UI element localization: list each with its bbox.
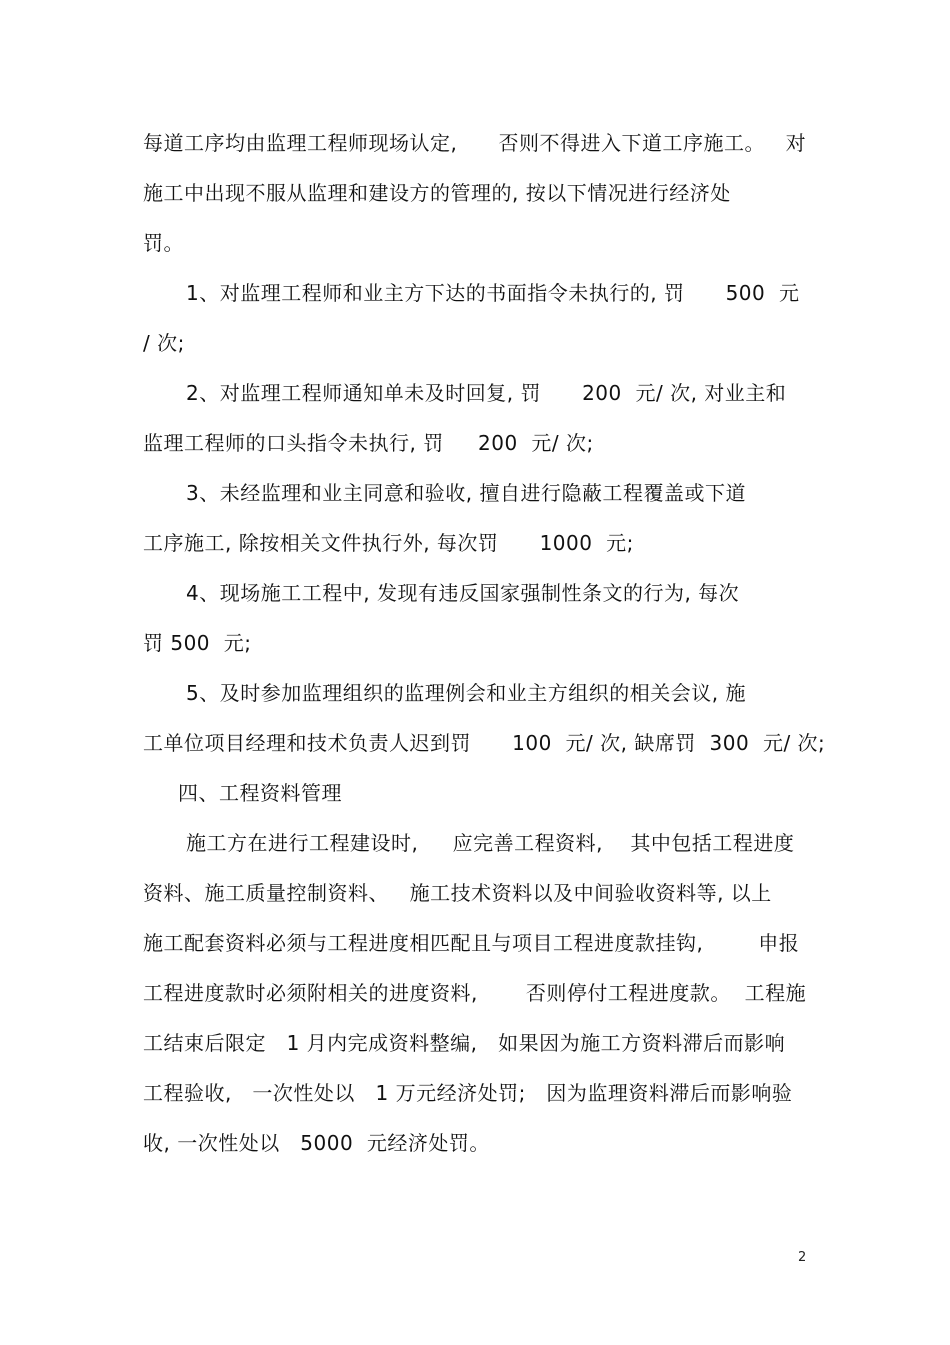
list-item-5-line: 5、及时参加监理组织的监理例会和业主方组织的相关会议, 施: [186, 681, 746, 705]
page-number: 2: [798, 1250, 807, 1265]
body-text-line: 施工中出现不服从监理和建设方的管理的, 按以下情况进行经济处: [143, 181, 731, 205]
list-item-4-line: 4、现场施工工程中, 发现有违反国家强制性条文的行为, 每次: [186, 581, 740, 605]
body-text-line: 每道工序均由监理工程师现场认定, 否则不得进入下道工序施工。 对: [143, 131, 807, 155]
paragraph-line: 工程进度款时必须附相关的进度资料, 否则停付工程进度款。 工程施: [143, 981, 807, 1005]
paragraph-line: 施工方在进行工程建设时, 应完善工程资料, 其中包括工程进度: [186, 831, 795, 855]
list-item-2-continuation: 监理工程师的口头指令未执行, 罚 200 元/ 次;: [143, 431, 594, 455]
list-item-2-line: 2、对监理工程师通知单未及时回复, 罚 200 元/ 次, 对业主和: [186, 381, 787, 405]
paragraph-line: 工程验收, 一次性处以 1 万元经济处罚; 因为监理资料滞后而影响验: [143, 1081, 793, 1105]
section-heading: 四、工程资料管理: [178, 781, 342, 805]
paragraph-line: 施工配套资料必须与工程进度相匹配且与项目工程进度款挂钩, 申报: [143, 931, 800, 955]
paragraph-line: 资料、施工质量控制资料、 施工技术资料以及中间验收资料等, 以上: [143, 881, 772, 905]
list-item-5-continuation: 工单位项目经理和技术负责人迟到罚 100 元/ 次, 缺席罚 300 元/ 次;: [143, 731, 826, 755]
list-item-1-line: 1、对监理工程师和业主方下达的书面指令未执行的, 罚 500 元: [186, 281, 800, 305]
list-item-3-continuation: 工序施工, 除按相关文件执行外, 每次罚 1000 元;: [143, 531, 634, 555]
body-text-line: 罚。: [143, 231, 184, 255]
paragraph-line: 收, 一次性处以 5000 元经济处罚。: [143, 1131, 490, 1155]
paragraph-line: 工结束后限定 1 月内完成资料整编, 如果因为施工方资料滞后而影响: [143, 1031, 786, 1055]
list-item-3-line: 3、未经监理和业主同意和验收, 擅自进行隐蔽工程覆盖或下道: [186, 481, 746, 505]
list-item-4-continuation: 罚 500 元;: [143, 631, 252, 655]
list-item-1-continuation: / 次;: [143, 331, 185, 355]
